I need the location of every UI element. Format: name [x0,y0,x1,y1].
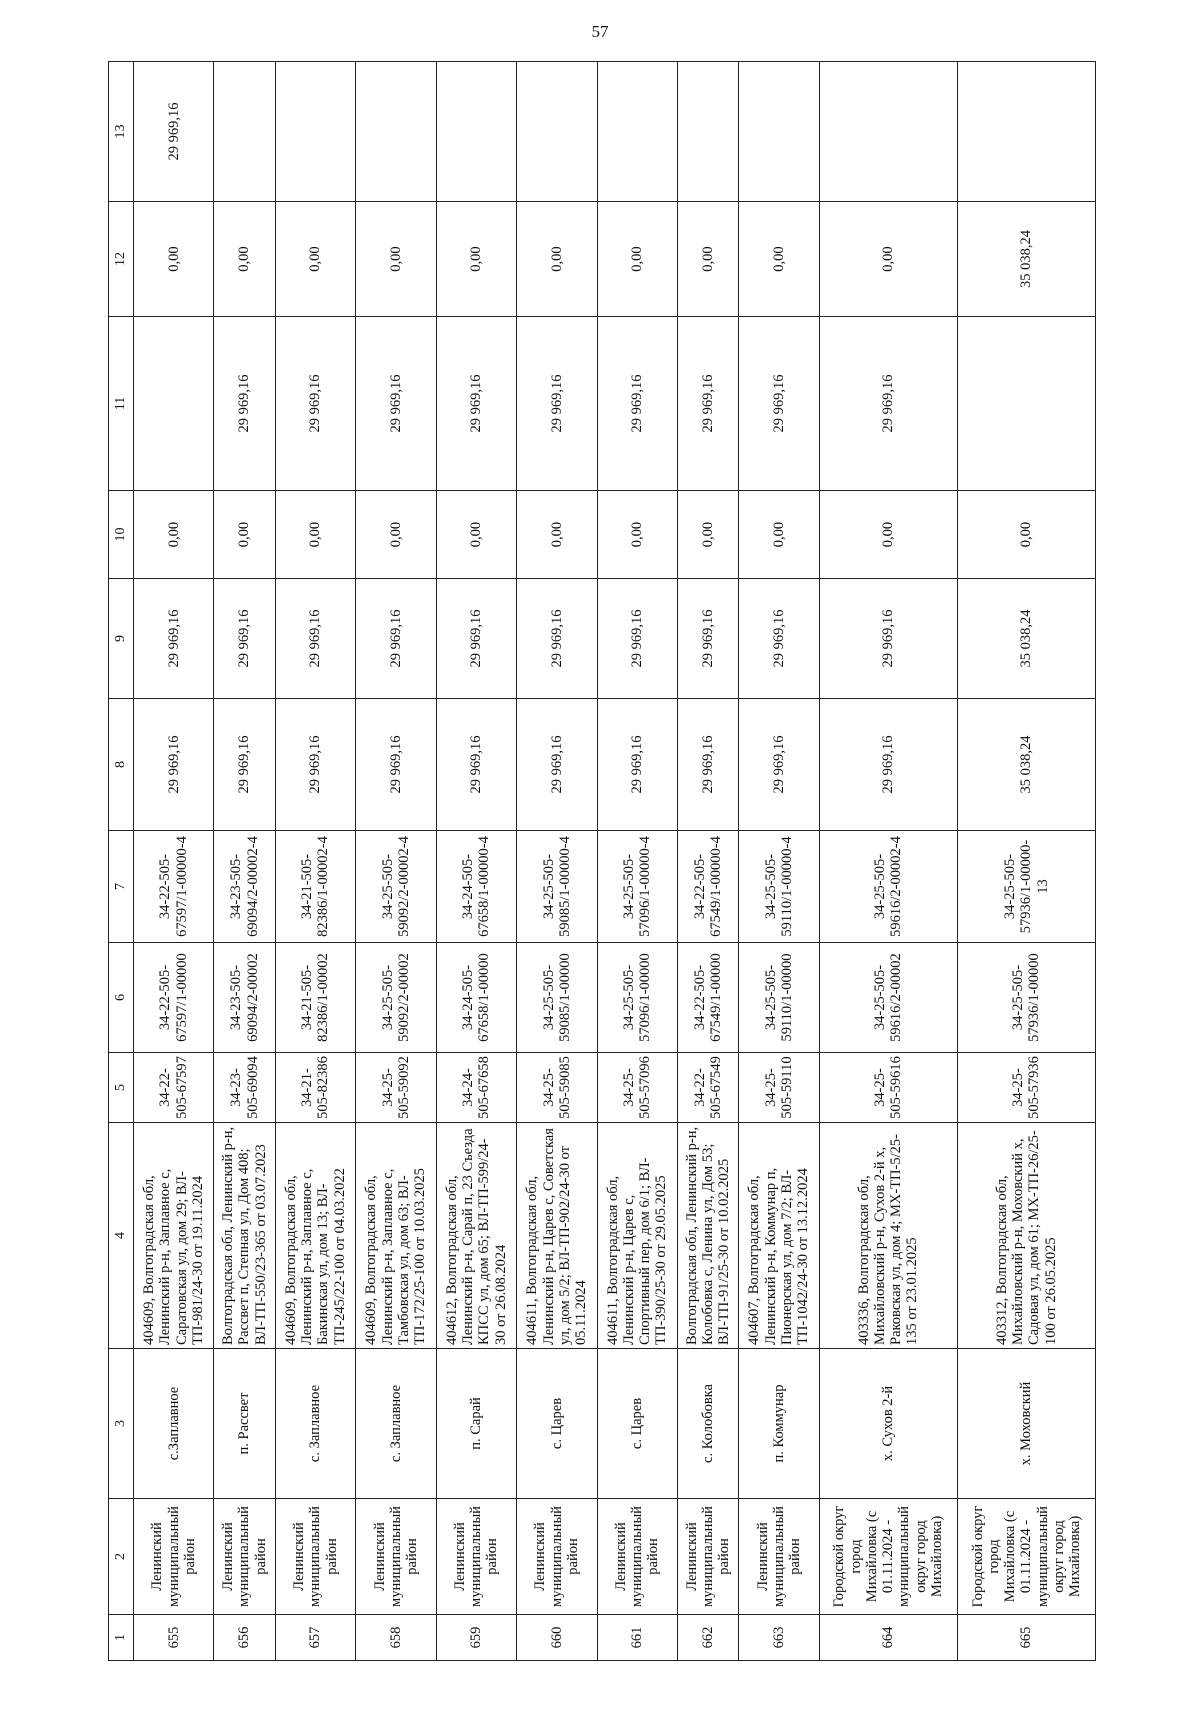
address-contract-cell: 404609, Волгоградская обл, Ленинский р-н, Заплавное с, Тамбовская ул, дом 63; ВЛ-ТП-172/25-100 от 10.03.2025 [356,1123,436,1349]
column-header-9: 9 [109,579,134,699]
amount-col-13-cell [677,62,738,202]
amount-col-12-cell: 0,00 [819,202,957,317]
cadastral-quarter-cell: 34-25-505-59085 [517,1053,597,1123]
cadastral-quarter-cell: 34-25-505-57096 [597,1053,677,1123]
amount-col-12-cell: 0,00 [214,202,275,317]
amount-col-9-cell: 29 969,16 [517,579,597,699]
district-cell: Ленинский муниципальный район [739,1499,819,1615]
application-number-cell: 34-24-505-67658/1-00000 [436,943,516,1053]
table-row [517,62,597,1661]
amount-col-10-cell: 0,00 [275,491,355,579]
amount-col-10-cell: 0,00 [134,491,214,579]
amount-col-9-cell: 29 969,16 [275,579,355,699]
cadastral-quarter-cell: 34-21-505-82386 [275,1053,355,1123]
district-cell: Ленинский муниципальный район [517,1499,597,1615]
contract-number-cell: 34-23-505-69094/2-00002-4 [214,831,275,943]
address-contract-cell: 404609, Волгоградская обл, Ленинский р-н, Заплавное с, Саратовская ул, дом 29; ВЛ-ТП-981/24-30 от 19.11.2024 [134,1123,214,1349]
amount-col-11-cell: 29 969,16 [356,317,436,491]
amount-col-13-cell [739,62,819,202]
cadastral-quarter-cell: 34-22-505-67597 [134,1053,214,1123]
rotated-table-container [108,62,1096,1661]
column-header-10: 10 [109,491,134,579]
cadastral-quarter-cell: 34-25-505-59092 [356,1053,436,1123]
settlement-cell: х. Моховский [957,1349,1095,1499]
settlement-cell: с.Заплавное [134,1349,214,1499]
row-number-cell: 656 [214,1615,275,1661]
column-header-5: 5 [109,1053,134,1123]
row-number-cell: 662 [677,1615,738,1661]
amount-col-11-cell: 29 969,16 [597,317,677,491]
amount-col-12-cell: 0,00 [739,202,819,317]
amount-col-13-cell [275,62,355,202]
row-number-cell: 655 [134,1615,214,1661]
row-number-cell: 663 [739,1615,819,1661]
amount-col-9-cell: 35 038,24 [957,579,1095,699]
amount-col-8-cell: 29 969,16 [275,699,355,831]
district-cell: Ленинский муниципальный район [214,1499,275,1615]
cadastral-quarter-cell: 34-22-505-67549 [677,1053,738,1123]
cadastral-quarter-cell: 34-23-505-69094 [214,1053,275,1123]
contract-number-cell: 34-21-505-82386/1-00002-4 [275,831,355,943]
amount-col-10-cell: 0,00 [214,491,275,579]
contract-number-cell: 34-25-505-57096/1-00000-4 [597,831,677,943]
contract-number-cell: 34-22-505-67549/1-00000-4 [677,831,738,943]
table-row [957,62,1095,1661]
amount-col-11-cell [134,317,214,491]
address-contract-cell: Волгоградская обл, Ленинский р-н, Колобовка с, Ленина ул, Дом 53; ВЛ-ТП-91/25-30 от 10.02.2025 [677,1123,738,1349]
table-row [134,62,214,1661]
amount-col-10-cell: 0,00 [517,491,597,579]
amount-col-12-cell: 0,00 [436,202,516,317]
row-number-cell: 658 [356,1615,436,1661]
address-contract-cell: 403312, Волгоградская обл, Михайловский р-н, Моховский х, Садовая ул, дом 61; МХ-ТП-26/25-100 от 26.05.2025 [957,1123,1095,1349]
amount-col-8-cell: 29 969,16 [214,699,275,831]
settlement-cell: с. Царев [597,1349,677,1499]
settlement-cell: п. Коммунар [739,1349,819,1499]
amount-col-11-cell: 29 969,16 [819,317,957,491]
application-number-cell: 34-25-505-59110/1-00000 [739,943,819,1053]
amount-col-12-cell: 0,00 [517,202,597,317]
contract-number-cell: 34-25-505-59085/1-00000-4 [517,831,597,943]
amount-col-10-cell: 0,00 [957,491,1095,579]
amount-col-12-cell: 35 038,24 [957,202,1095,317]
address-contract-cell: 404611, Волгоградская обл, Ленинский р-н, Царев с, Советская ул, дом 5/2; ВЛ-ТП-902/24-30 от 05.11.2024 [517,1123,597,1349]
header-row [109,62,134,1661]
address-contract-cell: 404612, Волгоградская обл, Ленинский р-н, Сарай п, 23 Съезда КПСС ул, дом 65; ВЛ-ТП-599/24-30 от 26.08.2024 [436,1123,516,1349]
page-number: 57 [591,22,609,41]
application-number-cell: 34-25-505-59616/2-00002 [819,943,957,1053]
amount-col-12-cell: 0,00 [597,202,677,317]
district-cell: Ленинский муниципальный район [597,1499,677,1615]
amount-col-11-cell: 29 969,16 [677,317,738,491]
row-number-cell: 664 [819,1615,957,1661]
contract-number-cell: 34-25-505-57936/1-00000-13 [957,831,1095,943]
amount-col-11-cell: 29 969,16 [214,317,275,491]
amount-col-10-cell: 0,00 [436,491,516,579]
district-cell: Ленинский муниципальный район [436,1499,516,1615]
cadastral-quarter-cell: 34-25-505-59616 [819,1053,957,1123]
application-number-cell: 34-25-505-59085/1-00000 [517,943,597,1053]
amount-col-8-cell: 35 038,24 [957,699,1095,831]
amount-col-8-cell: 29 969,16 [677,699,738,831]
amount-col-12-cell: 0,00 [275,202,355,317]
application-number-cell: 34-22-505-67597/1-00000 [134,943,214,1053]
settlement-cell: с. Колобовка [677,1349,738,1499]
table-sheet [108,62,1096,1661]
amount-col-11-cell: 29 969,16 [275,317,355,491]
column-header-8: 8 [109,699,134,831]
contract-number-cell: 34-25-505-59110/1-00000-4 [739,831,819,943]
row-number-cell: 665 [957,1615,1095,1661]
amount-col-9-cell: 29 969,16 [739,579,819,699]
column-header-2: 2 [109,1499,134,1615]
application-number-cell: 34-25-505-57096/1-00000 [597,943,677,1053]
amount-col-13-cell [214,62,275,202]
contract-number-cell: 34-24-505-67658/1-00000-4 [436,831,516,943]
table-row [677,62,738,1661]
cadastral-quarter-cell: 34-24-505-67658 [436,1053,516,1123]
amount-col-13-cell [957,62,1095,202]
table-row [214,62,275,1661]
amount-col-12-cell: 0,00 [134,202,214,317]
amount-col-9-cell: 29 969,16 [436,579,516,699]
district-cell: Ленинский муниципальный район [356,1499,436,1615]
row-number-cell: 659 [436,1615,516,1661]
amount-col-10-cell: 0,00 [677,491,738,579]
cadastral-quarter-cell: 34-25-505-57936 [957,1053,1095,1123]
amount-col-8-cell: 29 969,16 [436,699,516,831]
amount-col-10-cell: 0,00 [819,491,957,579]
application-number-cell: 34-25-505-57936/1-00000 [957,943,1095,1053]
table-row [436,62,516,1661]
amount-col-10-cell: 0,00 [597,491,677,579]
amount-col-11-cell [957,317,1095,491]
amount-col-9-cell: 29 969,16 [356,579,436,699]
column-header-13: 13 [109,62,134,202]
column-header-11: 11 [109,317,134,491]
address-contract-cell: 404607, Волгоградская обл, Ленинский р-н, Коммунар п, Пионерская ул, дом 7/2; ВЛ-ТП-1042/24-30 от 13.12.2024 [739,1123,819,1349]
row-number-cell: 660 [517,1615,597,1661]
contract-number-cell: 34-25-505-59616/2-00002-4 [819,831,957,943]
amount-col-11-cell: 29 969,16 [436,317,516,491]
amount-col-10-cell: 0,00 [356,491,436,579]
amount-col-13-cell [436,62,516,202]
settlement-cell: п. Сарай [436,1349,516,1499]
column-header-4: 4 [109,1123,134,1349]
table-row [739,62,819,1661]
table-body [134,62,1096,1661]
district-cell: Ленинский муниципальный район [677,1499,738,1615]
address-contract-cell: Волгоградская обл, Ленинский р-н, Рассвет п, Степная ул, Дом 408; ВЛ-ТП-550/23-365 от 03.07.2023 [214,1123,275,1349]
table-row [597,62,677,1661]
row-number-cell: 661 [597,1615,677,1661]
row-number-cell: 657 [275,1615,355,1661]
amount-col-11-cell: 29 969,16 [517,317,597,491]
settlement-cell: с. Царев [517,1349,597,1499]
column-header-7: 7 [109,831,134,943]
amount-col-8-cell: 29 969,16 [134,699,214,831]
settlement-cell: с. Заплавное [275,1349,355,1499]
address-contract-cell: 404609, Волгоградская обл, Ленинский р-н, Заплавное с, Бакинская ул, дом 13; ВЛ-ТП-245/22-100 от 04.03.2022 [275,1123,355,1349]
amount-col-8-cell: 29 969,16 [356,699,436,831]
amount-col-8-cell: 29 969,16 [517,699,597,831]
column-header-1: 1 [109,1615,134,1661]
amount-col-13-cell [819,62,957,202]
amount-col-9-cell: 29 969,16 [819,579,957,699]
amount-col-13-cell [517,62,597,202]
application-number-cell: 34-21-505-82386/1-00002 [275,943,355,1053]
amount-col-12-cell: 0,00 [356,202,436,317]
district-cell: Ленинский муниципальный район [134,1499,214,1615]
amount-col-13-cell: 29 969,16 [134,62,214,202]
data-table [108,61,1096,1661]
contract-number-cell: 34-25-505-59092/2-00002-4 [356,831,436,943]
settlement-cell: п. Рассвет [214,1349,275,1499]
column-header-12: 12 [109,202,134,317]
application-number-cell: 34-25-505-59092/2-00002 [356,943,436,1053]
district-cell: Ленинский муниципальный район [275,1499,355,1615]
column-header-6: 6 [109,943,134,1053]
amount-col-9-cell: 29 969,16 [214,579,275,699]
column-header-3: 3 [109,1349,134,1499]
amount-col-13-cell [356,62,436,202]
district-cell: Городской округ город Михайловка (с 01.11.2024 - муниципальный округ город Михайловка) [957,1499,1095,1615]
amount-col-9-cell: 29 969,16 [597,579,677,699]
amount-col-11-cell: 29 969,16 [739,317,819,491]
table-row [819,62,957,1661]
amount-col-10-cell: 0,00 [739,491,819,579]
address-contract-cell: 403336, Волгоградская обл, Михайловский р-н, Сухов 2-й х, Раковская ул, дом 4; МХ-ТП-5/25-135 от 23.01.2025 [819,1123,957,1349]
table-row [356,62,436,1661]
cadastral-quarter-cell: 34-25-505-59110 [739,1053,819,1123]
amount-col-9-cell: 29 969,16 [677,579,738,699]
amount-col-9-cell: 29 969,16 [134,579,214,699]
district-cell: Городской округ город Михайловка (с 01.11.2024 - муниципальный округ город Михайловка) [819,1499,957,1615]
amount-col-8-cell: 29 969,16 [739,699,819,831]
contract-number-cell: 34-22-505-67597/1-00000-4 [134,831,214,943]
amount-col-13-cell [597,62,677,202]
amount-col-12-cell: 0,00 [677,202,738,317]
table-row [275,62,355,1661]
amount-col-8-cell: 29 969,16 [597,699,677,831]
settlement-cell: с. Заплавное [356,1349,436,1499]
address-contract-cell: 404611, Волгоградская обл, Ленинский р-н, Царев с, Спортивный пер, дом 6/1; ВЛ-ТП-390/25-30 от 29.05.2025 [597,1123,677,1349]
amount-col-8-cell: 29 969,16 [819,699,957,831]
application-number-cell: 34-23-505-69094/2-00002 [214,943,275,1053]
settlement-cell: х. Сухов 2-й [819,1349,957,1499]
application-number-cell: 34-22-505-67549/1-00000 [677,943,738,1053]
